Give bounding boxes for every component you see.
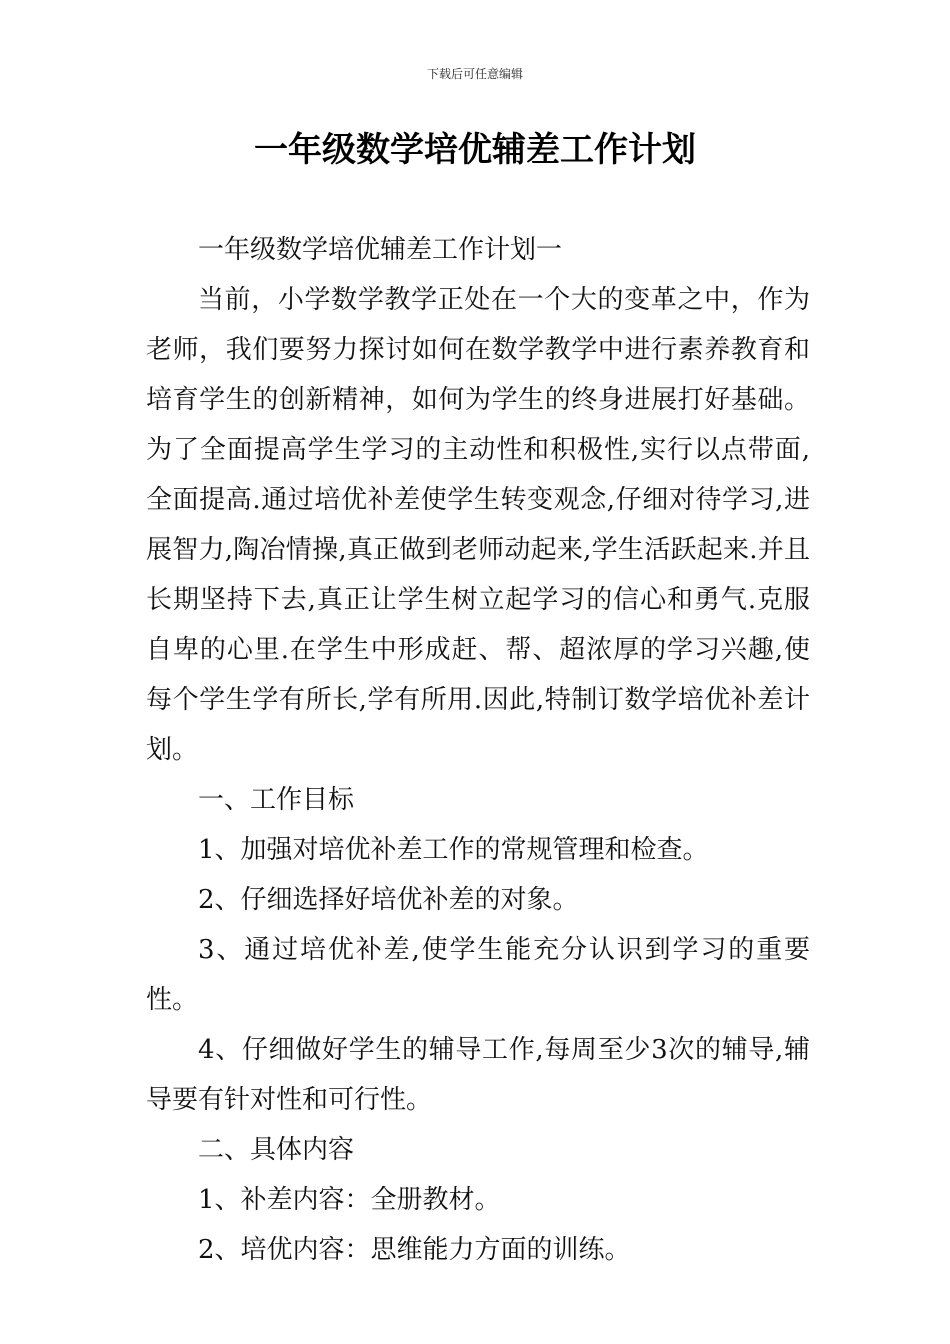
intro-paragraph: 当前，小学数学教学正处在一个大的变革之中，作为老师，我们要努力探讨如何在数学教学中进行素养教育和培育学生的创新精神，如何为学生的终身进展打好基础。为了全面提高学生学习的主动性和积极性,实行以点带面,全面提高.通过培优补差使学生转变观念,仔细对待学习,进展智力,陶冶情操,真正做到老师动起来,学生活跃起来.并且长期坚持下去,真正让学生树立起学习的信心和勇气.克服自卑的心里.在学生中形成赶、帮、超浓厚的学习兴趣,使每个学生学有所长,学有所用.因此,特制订数学培优补差计划。 [146,285,810,765]
section-heading-content: 二、具体内容 [198,1135,355,1165]
content-item-2: 2、培优内容：思维能力方面的训练。 [198,1235,631,1265]
goal-item-1: 1、加强对培优补差工作的常规管理和检查。 [198,835,709,865]
header-note: 下载后可任意编辑 [426,67,523,81]
document-body [146,225,810,1275]
goal-item-4: 4、仔细做好学生的辅导工作,每周至少3次的辅导,辅导要有针对性和可行性。 [146,1035,810,1115]
content-item-1: 1、补差内容：全册教材。 [198,1185,501,1215]
goal-item-3: 3、通过培优补差,使学生能充分认识到学习的重要性。 [146,935,810,1015]
goal-item-2: 2、仔细选择好培优补差的对象。 [198,885,579,915]
section-heading-goals: 一、工作目标 [198,785,355,815]
document-title: 一年级数学培优辅差工作计划 [254,130,696,170]
subtitle-paragraph: 一年级数学培优辅差工作计划一 [198,235,563,265]
